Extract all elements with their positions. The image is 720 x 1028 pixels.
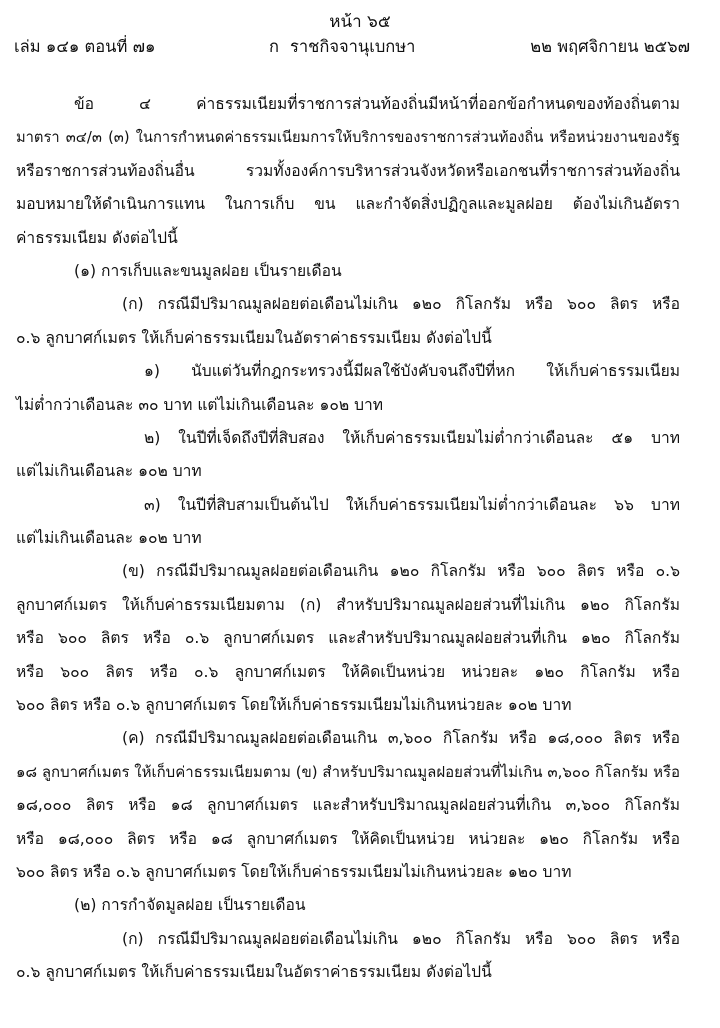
text-line: ๓) ในปีที่สิบสามเป็นต้นไป ให้เก็บค่าธรรมเนียมไม่ต่ำกว่าเดือนละ ๖๖ บาท <box>144 495 680 514</box>
regulation-body <box>16 88 680 990</box>
publication-title: ราชกิจจานุเบกษา <box>290 37 416 56</box>
text-line: มอบหมายให้ดำเนินการแทน ในการเก็บ ขน และกำจัดสิ่งปฏิกูลและมูลฝอย ต้องไม่เกินอัตรา <box>16 195 680 214</box>
text-line: ข้อ ๔ ค่าธรรมเนียมที่ราชการส่วนท้องถิ่นมีหน้าที่ออกข้อกำหนดของท้องถิ่นตาม <box>74 95 680 113</box>
section-letter: ก <box>269 37 279 56</box>
page-number: หน้า ๖๕ <box>329 12 391 32</box>
text-line: หรือ ๖๐๐ ลิตร หรือ ๐.๖ ลูกบาศก์เมตร และสำหรับปริมาณมูลฝอยส่วนที่เกิน ๑๒๐ กิโลกรัม <box>16 629 680 648</box>
running-header <box>14 34 690 58</box>
text-line: ๑๘,๐๐๐ ลิตร หรือ ๑๘ ลูกบาศก์เมตร และสำหรับปริมาณมูลฝอยส่วนที่เกิน ๓,๖๐๐ กิโลกรัม <box>16 796 680 815</box>
text-line: (ข) กรณีมีปริมาณมูลฝอยต่อเดือนเกิน ๑๒๐ กิโลกรัม หรือ ๖๐๐ ลิตร หรือ ๐.๖ <box>122 562 680 581</box>
text-line: ๐.๖ ลูกบาศก์เมตร ให้เก็บค่าธรรมเนียมในอัตราค่าธรรมเนียม ดังต่อไปนี้ <box>16 328 492 347</box>
text-line: (ก) กรณีมีปริมาณมูลฝอยต่อเดือนไม่เกิน ๑๒๐ กิโลกรัม หรือ ๖๐๐ ลิตร หรือ <box>122 929 680 948</box>
text-line: ๖๐๐ ลิตร หรือ ๐.๖ ลูกบาศก์เมตร โดยให้เก็บค่าธรรมเนียมไม่เกินหน่วยละ ๑๒๐ บาท <box>16 862 572 881</box>
text-line: ๑๘ ลูกบาศก์เมตร ให้เก็บค่าธรรมเนียมตาม (ข) สำหรับปริมาณมูลฝอยส่วนที่ไม่เกิน ๓,๖๐๐ กิโลกรัม หรือ <box>16 762 681 781</box>
publication-date: ๒๒ พฤศจิกายน ๒๕๖๗ <box>530 37 690 56</box>
text-line: (ค) กรณีมีปริมาณมูลฝอยต่อเดือนเกิน ๓,๖๐๐ กิโลกรัม หรือ ๑๘,๐๐๐ ลิตร หรือ <box>122 729 680 748</box>
text-line: หรือ ๑๘,๐๐๐ ลิตร หรือ ๑๘ ลูกบาศก์เมตร ให้คิดเป็นหน่วย หน่วยละ ๑๒๐ กิโลกรัม หรือ <box>16 829 680 848</box>
clause-heading: (๑) การเก็บและขนมูลฝอย เป็นรายเดือน <box>74 261 342 280</box>
text-line: หรือ ๖๐๐ ลิตร หรือ ๐.๖ ลูกบาศก์เมตร ให้คิดเป็นหน่วย หน่วยละ ๑๒๐ กิโลกรัม หรือ <box>16 662 680 681</box>
text-line: แต่ไม่เกินเดือนละ ๑๐๒ บาท <box>16 462 202 481</box>
text-line: แต่ไม่เกินเดือนละ ๑๐๒ บาท <box>16 529 202 548</box>
text-line: ลูกบาศก์เมตร ให้เก็บค่าธรรมเนียมตาม (ก) สำหรับปริมาณมูลฝอยส่วนที่ไม่เกิน ๑๒๐ กิโลกรัม <box>16 595 680 614</box>
text-line: หรือราชการส่วนท้องถิ่นอื่น รวมทั้งองค์การบริหารส่วนจังหวัดหรือเอกชนที่ราชการส่วนท้องถิ่น <box>16 161 680 180</box>
text-line: ค่าธรรมเนียม ดังต่อไปนี้ <box>16 228 178 247</box>
text-line: ๐.๖ ลูกบาศก์เมตร ให้เก็บค่าธรรมเนียมในอัตราค่าธรรมเนียม ดังต่อไปนี้ <box>16 963 492 982</box>
text-line: ๑) นับแต่วันที่กฎกระทรวงนี้มีผลใช้บังคับจนถึงปีที่หก ให้เก็บค่าธรรมเนียม <box>144 362 680 381</box>
volume-issue: เล่ม ๑๔๑ ตอนที่ ๗๑ <box>14 37 156 56</box>
clause-heading: (๒) การกำจัดมูลฝอย เป็นรายเดือน <box>74 896 306 915</box>
text-line: ไม่ต่ำกว่าเดือนละ ๓๐ บาท แต่ไม่เกินเดือนละ ๑๐๒ บาท <box>16 395 384 414</box>
text-line: ๖๐๐ ลิตร หรือ ๐.๖ ลูกบาศก์เมตร โดยให้เก็บค่าธรรมเนียมไม่เกินหน่วยละ ๑๐๒ บาท <box>16 696 572 715</box>
text-line: ๒) ในปีที่เจ็ดถึงปีที่สิบสอง ให้เก็บค่าธรรมเนียมไม่ต่ำกว่าเดือนละ ๕๑ บาท <box>144 428 680 447</box>
text-line: (ก) กรณีมีปริมาณมูลฝอยต่อเดือนไม่เกิน ๑๒๐ กิโลกรัม หรือ ๖๐๐ ลิตร หรือ <box>122 295 680 314</box>
text-line: มาตรา ๓๔/๓ (๓) ในการกำหนดค่าธรรมเนียมการให้บริการของราชการส่วนท้องถิ่น หรือหน่วยงานของรัฐ <box>16 129 680 147</box>
